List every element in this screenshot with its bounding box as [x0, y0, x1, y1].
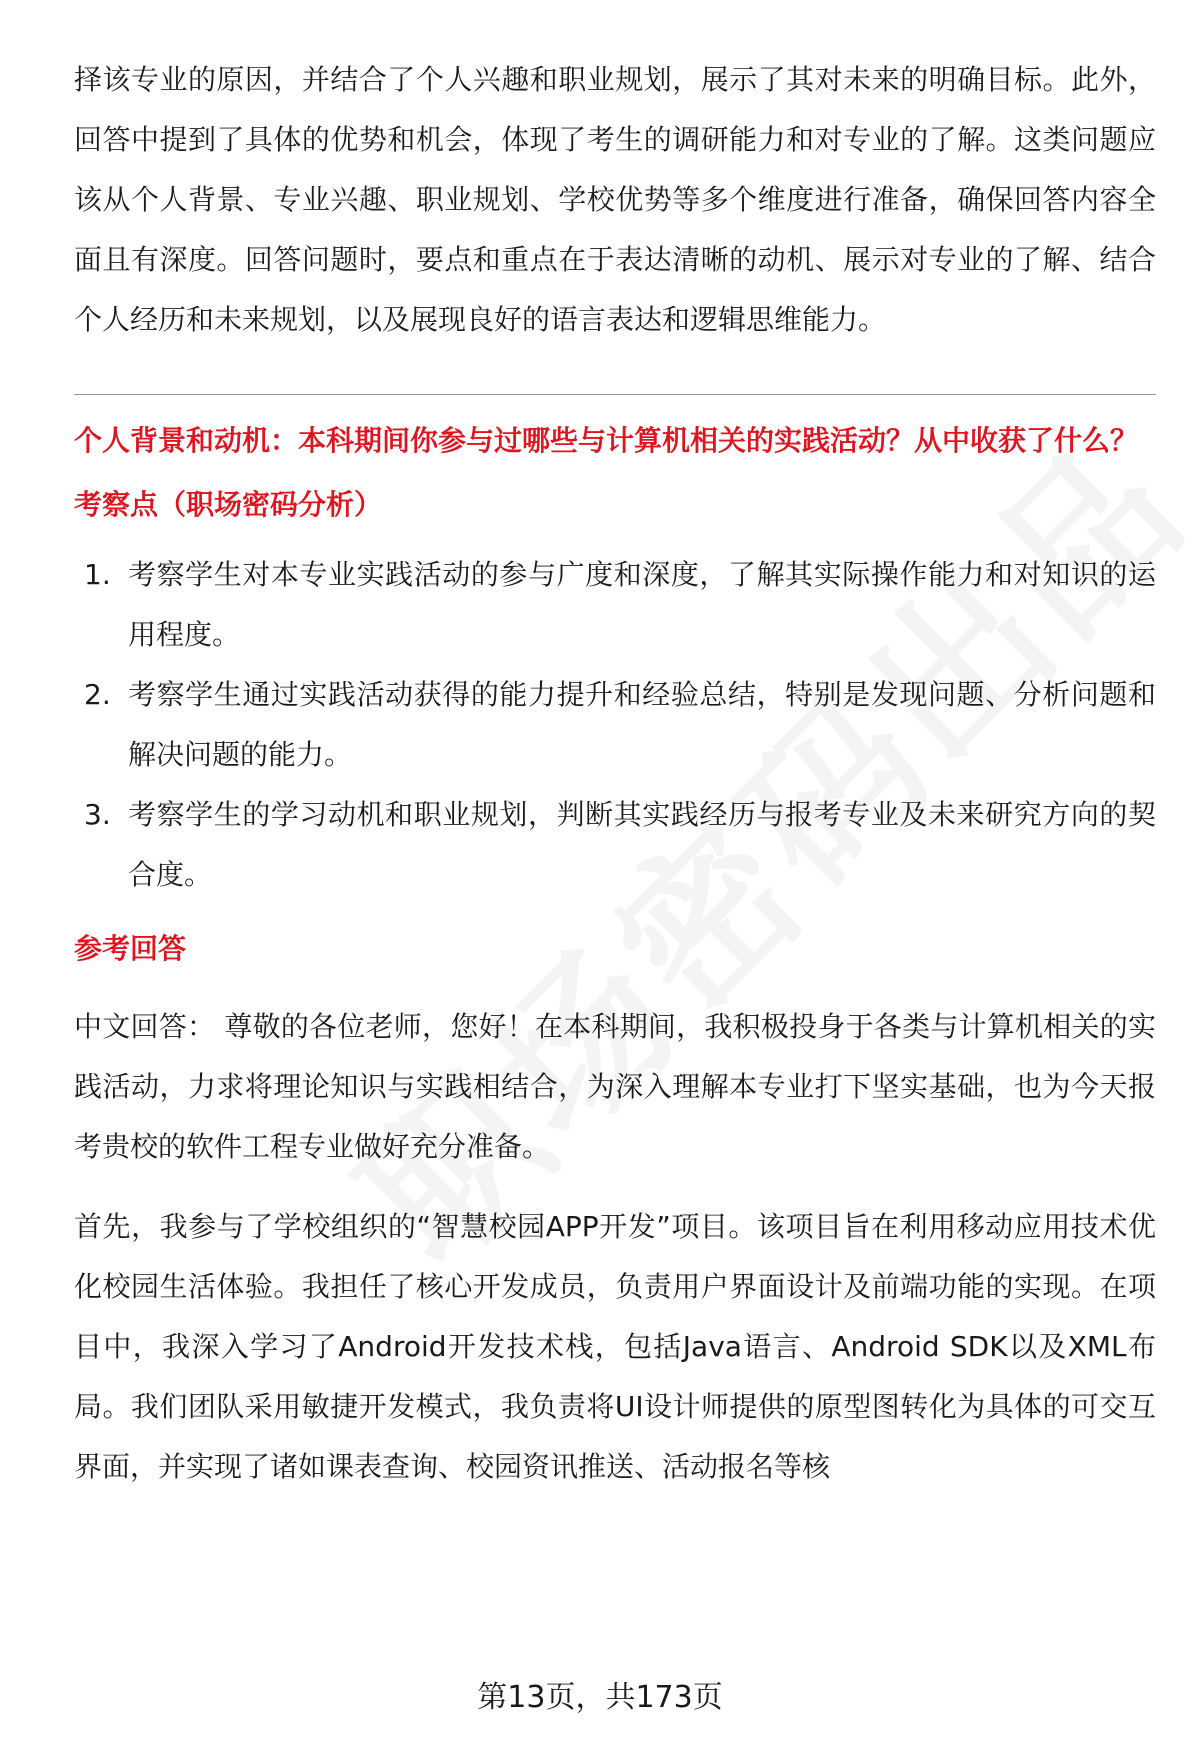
question-title: 个人背景和动机：本科期间你参与过哪些与计算机相关的实践活动？从中收获了什么？: [74, 424, 1139, 457]
list-item: [74, 785, 1156, 905]
list-item-text: 考察学生对本专业实践活动的参与广度和深度，了解其实际操作能力和对知识的运用程度。: [128, 558, 1156, 651]
answer-paragraph: 中文回答： 尊敬的各位老师，您好！在本科期间，我积极投身于各类与计算机相关的实践活动，力求将理论知识与实践相结合，为深入理解本专业打下坚实基础，也为今天报考贵校的软件工程专业做好充分准备。: [74, 1010, 1156, 1163]
answer-heading: 参考回答: [74, 932, 187, 965]
list-item-index: 2.: [84, 678, 111, 711]
focus-list: [74, 545, 1156, 905]
paragraph-gap: [74, 1177, 1156, 1197]
section-divider: [74, 394, 1156, 395]
list-item-text: 考察学生通过实践活动获得的能力提升和经验总结，特别是发现问题、分析问题和解决问题的能力。: [128, 678, 1156, 771]
document-page: [74, 50, 1156, 1497]
intro-paragraph: 择该专业的原因，并结合了个人兴趣和职业规划，展示了其对未来的明确目标。此外，回答中提到了具体的优势和机会，体现了考生的调研能力和对专业的了解。这类问题应该从个人背景、专业兴趣、职业规划、学校优势等多个维度进行准备，确保回答内容全面且有深度。回答问题时，要点和重点在于表达清晰的动机、展示对专业的了解、结合个人经历和未来规划，以及展现良好的语言表达和逻辑思维能力。: [74, 63, 1156, 336]
page-footer: 第13页，共173页: [477, 1680, 723, 1715]
focus-heading: 考察点（职场密码分析）: [74, 488, 383, 521]
answer-paragraph: 首先，我参与了学校组织的“智慧校园APP开发”项目。该项目旨在利用移动应用技术优化校园生活体验。我担任了核心开发成员，负责用户界面设计及前端功能的实现。在项目中，我深入学习了Android开发技术栈，包括Java语言、Android SDK以及XML布局。我们团队采用敏捷开发模式，我负责将UI设计师提供的原型图转化为具体的可交互界面，并实现了诸如课表查询、校园资讯推送、活动报名等核: [74, 1210, 1156, 1483]
list-item-index: 1.: [84, 558, 111, 591]
list-item: [74, 665, 1156, 785]
list-item-text: 考察学生的学习动机和职业规划，判断其实践经历与报考专业及未来研究方向的契合度。: [128, 798, 1156, 891]
list-item-index: 3.: [84, 798, 111, 831]
list-item: [74, 545, 1156, 665]
